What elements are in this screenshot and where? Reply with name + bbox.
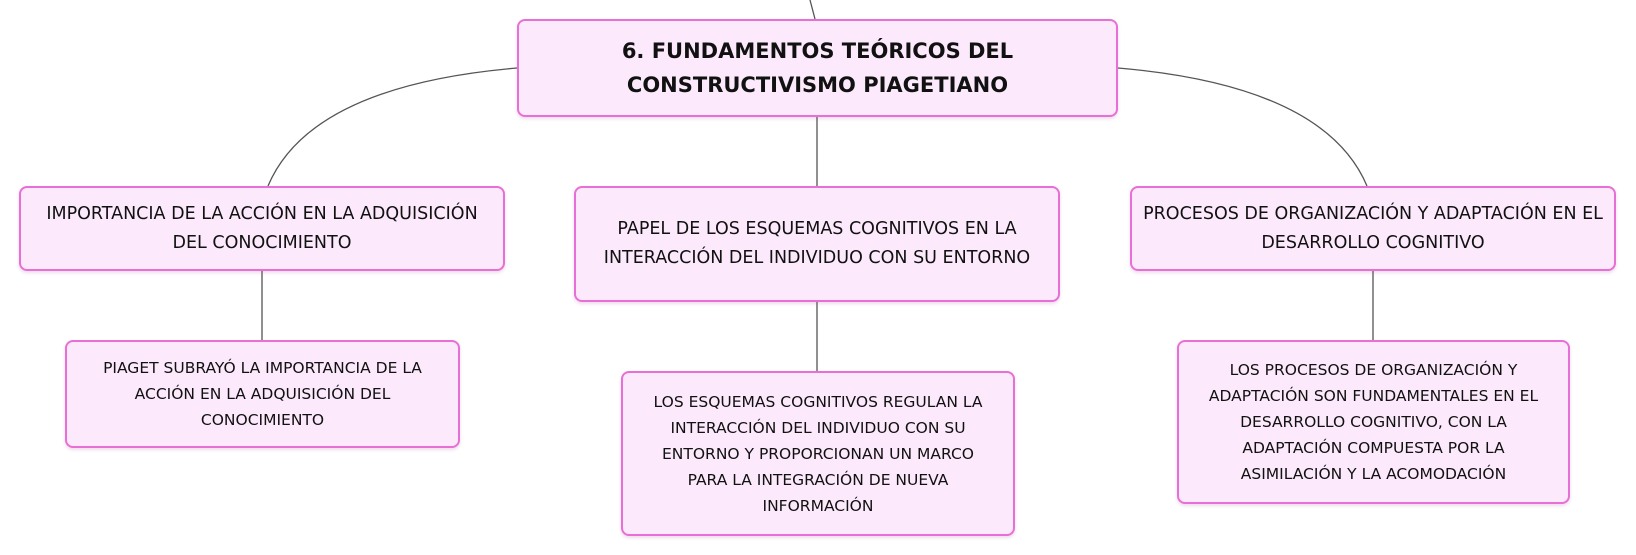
branch-node-organizacion[interactable] <box>1130 186 1616 271</box>
connector-root-to-branch-1 <box>268 68 517 186</box>
branch-node-text: IMPORTANCIA DE LA ACCIÓN EN LA ADQUISICIÓN DEL CONOCIMIENTO <box>46 203 478 253</box>
root-node[interactable] <box>517 19 1118 117</box>
root-node-text: 6. FUNDAMENTOS TEÓRICOS DEL CONSTRUCTIVISMO PIAGETIANO <box>621 39 1014 97</box>
branch-node-accion[interactable] <box>19 186 505 271</box>
connector-root-to-branch-3 <box>1118 68 1367 186</box>
connector-parent-to-root <box>810 0 815 19</box>
branch-node-text: PROCESOS DE ORGANIZACIÓN Y ADAPTACIÓN EN EL DESARROLLO COGNITIVO <box>1143 203 1603 253</box>
detail-node-text: PIAGET SUBRAYÓ LA IMPORTANCIA DE LA ACCIÓN EN LA ADQUISICIÓN DEL CONOCIMIENTO <box>103 359 422 429</box>
branch-node-text: PAPEL DE LOS ESQUEMAS COGNITIVOS EN LA INTERACCIÓN DEL INDIVIDUO CON SU ENTORNO <box>603 219 1031 268</box>
detail-node-text: LOS ESQUEMAS COGNITIVOS REGULAN LA INTERACCIÓN DEL INDIVIDUO CON SU ENTORNO Y PROPORCIONAN UN MARCO PARA LA INTEGRACIÓN DE NUEVA INFORMACIÓN <box>653 392 983 515</box>
detail-node-accion[interactable] <box>65 340 460 448</box>
detail-node-esquemas[interactable] <box>621 371 1015 536</box>
detail-node-organizacion[interactable] <box>1177 340 1570 504</box>
branch-node-esquemas[interactable] <box>574 186 1060 302</box>
detail-node-text: LOS PROCESOS DE ORGANIZACIÓN Y ADAPTACIÓN SON FUNDAMENTALES EN EL DESARROLLO COGNITIVO, CON LA ADAPTACIÓN COMPUESTA POR LA ASIMILACIÓN Y LA ACOMODACIÓN <box>1208 361 1539 483</box>
